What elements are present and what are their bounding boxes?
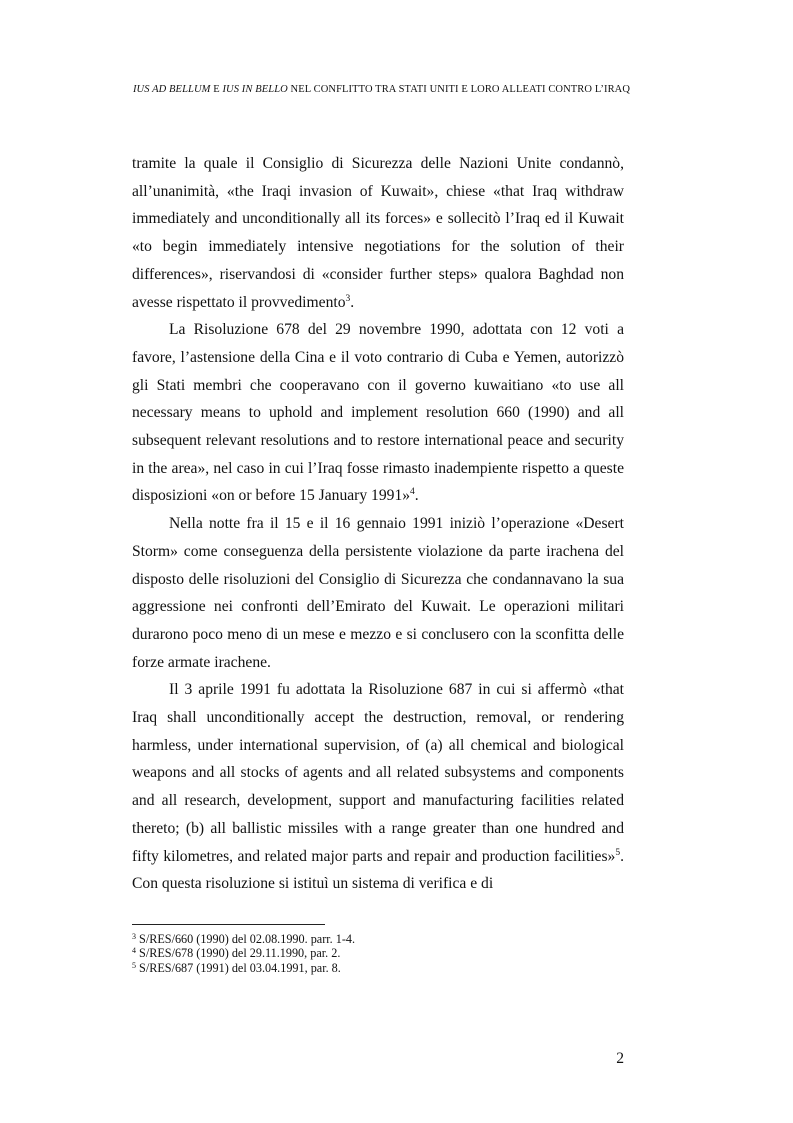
paragraph-3 <box>132 510 624 676</box>
footnotes <box>132 932 624 975</box>
body-text <box>132 150 624 898</box>
paragraph-2-end: . <box>414 487 419 505</box>
footnote-5-text: S/RES/687 (1991) del 03.04.1991, par. 8. <box>136 960 341 975</box>
footnote-5-number: 5 <box>132 960 136 970</box>
paragraph-2 <box>132 316 624 510</box>
paragraph-2-text: La Risoluzione 678 del 29 novembre 1990, adottata con 12 voti a favore, l’astensione della Cina e il voto contrario di Cuba e Yemen, autorizzò gli Stati membri che cooperavano con il governo kuwaitiano «to use all necessary means to uphold and implement resolution 660 (1990) and all subsequent relevant resolutions and to restore international peace and security in the area», nel caso in cui l’Iraq fosse rimasto inadempiente rispetto a queste disposizioni «on or before 15 January 1991» <box>132 321 624 505</box>
footnote-ref-3[interactable]: 3 <box>345 293 351 304</box>
paragraph-1-end: . <box>350 293 355 311</box>
footnote-ref-5[interactable]: 5 <box>615 847 621 858</box>
footnote-4-text: S/RES/678 (1990) del 29.11.1990, par. 2. <box>136 946 341 961</box>
footnote-ref-4[interactable]: 4 <box>410 487 415 498</box>
paragraph-3-text: Nella notte fra il 15 e il 16 gennaio 1991 iniziò l’operazione «Desert Storm» come conseguenza della persistente violazione da parte irachena del disposto delle risoluzioni del Consiglio di Sicurezza che condannavano la sua aggressione nei confronti dell’Emirato del Kuwait. Le operazioni militari durarono poco meno di un mese e mezzo e si conclusero con la sconfitta delle forze armate irachene. <box>132 515 624 671</box>
footnote-3-text: S/RES/660 (1990) del 02.08.1990. parr. 1-4. <box>136 932 356 946</box>
footnote-separator <box>132 924 325 925</box>
footnote-4 <box>132 946 624 960</box>
paragraph-1-text: tramite la quale il Consiglio di Sicurezza delle Nazioni Unite condannò, all’unanimità, «the Iraqi invasion of Kuwait», chiese «that Iraq withdraw immediately and unconditionally all its forces» e sollecitò l’Iraq ed il Kuwait «to begin immediately intensive negotiations for the solution of their differences», riservandosi di «consider further steps» qualora Baghdad non avesse rispettato il provvedimento <box>132 155 624 311</box>
header-title-rest: NEL CONFLITTO TRA STATI UNITI E LORO ALLEATI CONTRO L’IRAQ <box>287 84 631 95</box>
running-header <box>120 84 643 96</box>
header-ius-ad-bellum: IUS AD BELLUM <box>132 84 211 95</box>
paragraph-1 <box>132 150 624 316</box>
footnote-4-number: 4 <box>132 946 136 956</box>
page-number: 2 <box>616 1050 624 1067</box>
footnote-5 <box>132 961 624 975</box>
paragraph-4 <box>132 676 624 898</box>
paragraph-4-end: . Con questa risoluzione si istituì un sistema di verifica e di <box>132 847 624 893</box>
footnote-3 <box>132 932 624 946</box>
header-ius-in-bello: IUS IN BELLO <box>222 84 288 95</box>
footnote-3-number: 3 <box>132 932 136 941</box>
paragraph-4-text: Il 3 aprile 1991 fu adottata la Risoluzione 687 in cui si affermò «that Iraq shall unconditionally accept the destruction, removal, or rendering harmless, under international supervision, of (a) all chemical and biological weapons and all stocks of agents and all related subsystems and components and all research, development, support and manufacturing facilities related thereto; (b) all ballistic missiles with a range greater than one hundred and fifty kilometres, and related major parts and repair and production facilities» <box>132 681 624 865</box>
header-conjunction: E <box>210 84 223 95</box>
